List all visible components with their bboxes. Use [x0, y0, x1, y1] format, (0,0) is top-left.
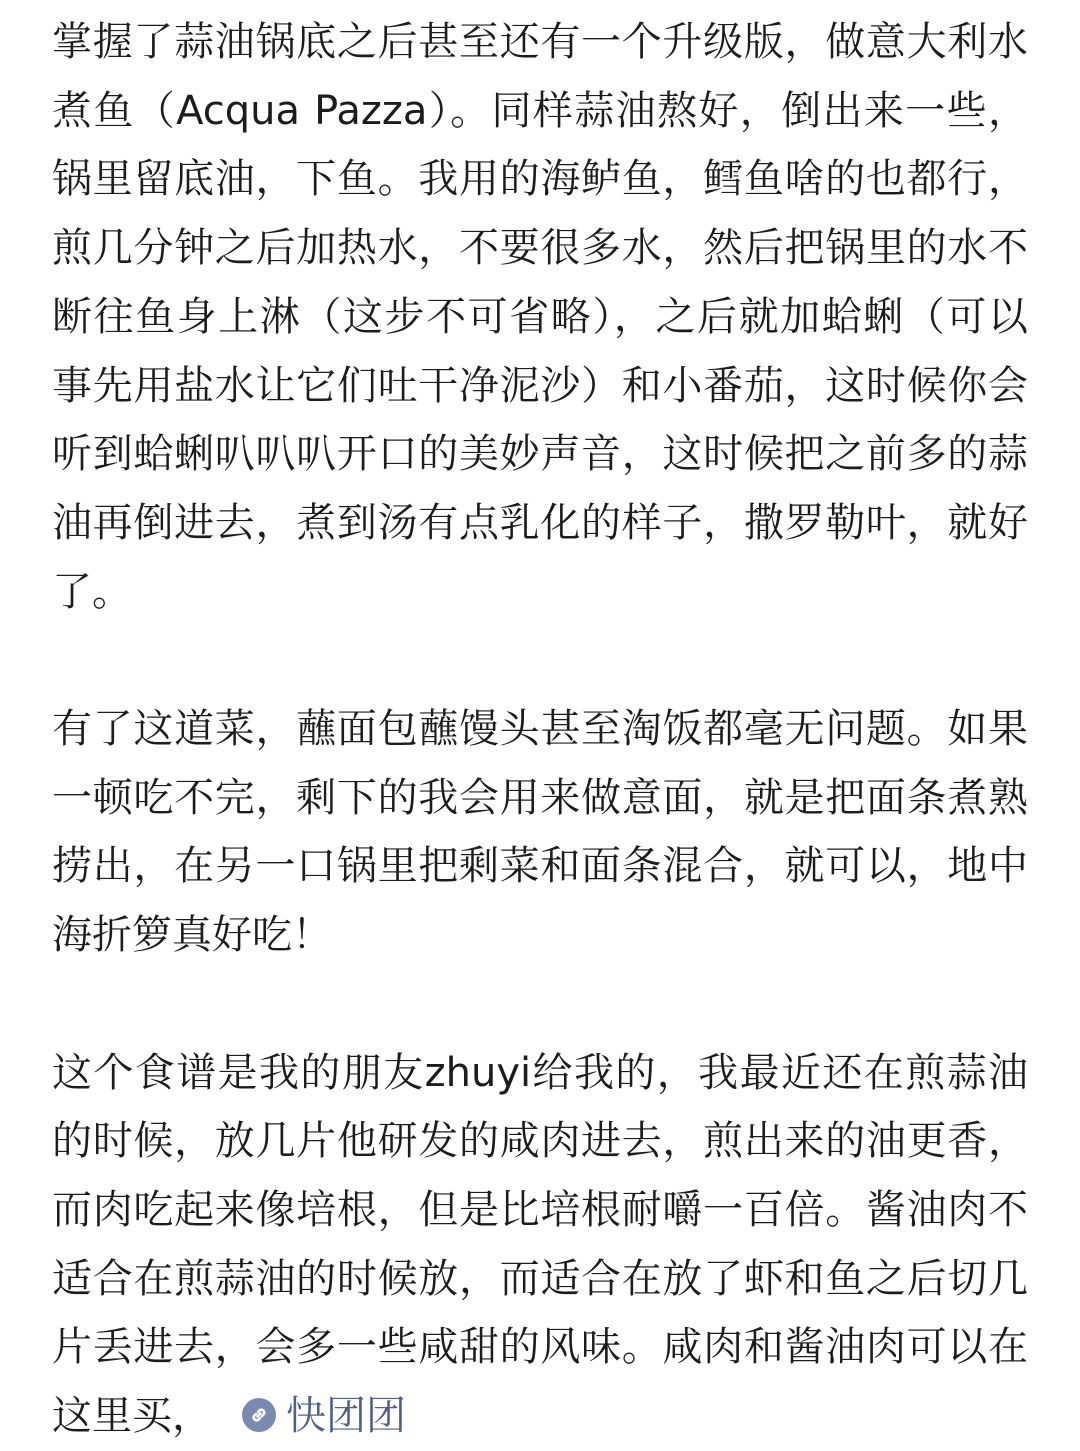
paragraph-leftovers: 有了这道菜，蘸面包蘸馒头甚至淘饭都毫无问题。如果一顿吃不完，剩下的我会用来做意面，就是把面条煮熟捞出，在另一口锅里把剩菜和面条混合，就可以，地中海折箩真好吃！	[52, 706, 1028, 959]
link-label: 快团团	[286, 1393, 406, 1440]
paragraph-acqua-pazza: 掌握了蒜油锅底之后甚至还有一个升级版，做意大利水煮鱼（Acqua Pazza）。同样蒜油熬好，倒出来一些，锅里留底油，下鱼。我用的海鲈鱼，鳕鱼啥的也都行，煎几分钟之后加热水，不要很多水，然后把锅里的水不断往鱼身上淋（这步不可省略），之后就加蛤蜊（可以事先用盐水让它们吐干净泥沙）和小番茄，这时候你会听到蛤蜊叭叭叭开口的美妙声音，这时候把之前多的蒜油再倒进去，煮到汤有点乳化的样子，撒罗勒叶，就好了。	[52, 19, 1028, 615]
kuaituantuan-link[interactable]	[212, 1393, 406, 1439]
paragraph-recipe-source	[52, 1039, 1028, 1451]
article-body	[52, 8, 1028, 1451]
link-icon	[242, 1398, 276, 1432]
paragraph-recipe-source-text: 这个食谱是我的朋友zhuyi给我的，我最近还在煎蒜油的时候，放几片他研发的咸肉进去，煎出来的油更香，而肉吃起来像培根，但是比培根耐嚼一百倍。酱油肉不适合在煎蒜油的时候放，而适合在放了虾和鱼之后切几片丢进去，会多一些咸甜的风味。咸肉和酱油肉可以在这里买，	[52, 1049, 1028, 1440]
